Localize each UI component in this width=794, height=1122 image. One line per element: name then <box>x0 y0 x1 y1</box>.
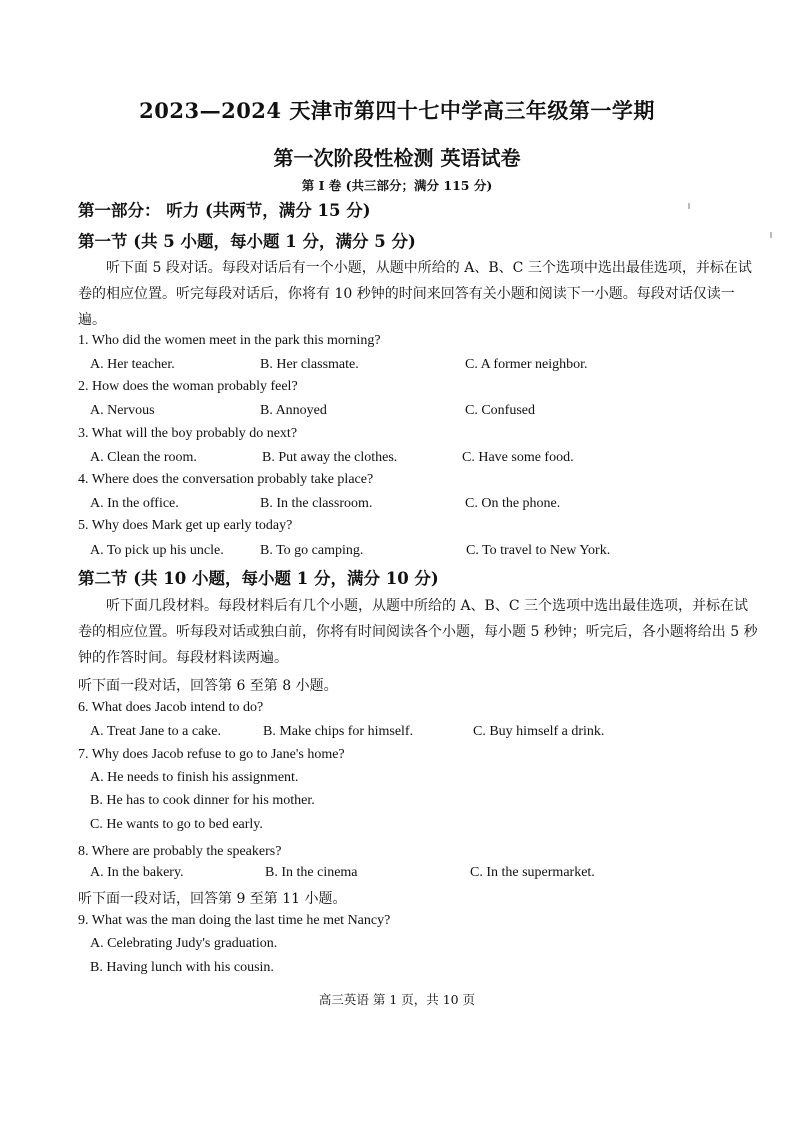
q7-option-b: B. He has to cook dinner for his mother. <box>90 793 315 808</box>
q2-option-b: B. Annoyed <box>260 403 327 418</box>
question-3: 3. What will the boy probably do next? <box>78 426 298 441</box>
q9-option-a: A. Celebrating Judy's graduation. <box>90 936 278 951</box>
exam-subtitle: 第一次阶段性检测 英语试卷 <box>273 146 521 170</box>
group2-note: 听下面一段对话，回答第 9 至第 11 小题。 <box>78 891 347 907</box>
question-4: 4. Where does the conversation probably take place? <box>78 472 374 487</box>
q1-option-b: B. Her classmate. <box>260 357 359 372</box>
scan-speck <box>770 232 772 238</box>
volume-note: 第 I 卷 (共三部分；满分 115 分) <box>301 178 493 193</box>
question-2: 2. How does the woman probably feel? <box>78 379 298 394</box>
q6-option-c: C. Buy himself a drink. <box>473 724 605 739</box>
q7-option-c: C. He wants to go to bed early. <box>90 817 263 832</box>
q9-option-b: B. Having lunch with his cousin. <box>90 960 274 975</box>
q3-option-a: A. Clean the room. <box>90 450 197 465</box>
section1-heading: 第一节 (共 5 小题，每小题 1 分，满分 5 分) <box>78 232 416 251</box>
q5-option-a: A. To pick up his uncle. <box>90 543 224 558</box>
q2-option-a: A. Nervous <box>90 403 155 418</box>
part1-heading: 第一部分： 听力 (共两节，满分 15 分) <box>78 201 371 220</box>
page-footer: 高三英语 第 1 页，共 10 页 <box>318 992 476 1007</box>
question-1: 1. Who did the women meet in the park this morning? <box>78 333 381 348</box>
q8-option-a: A. In the bakery. <box>90 865 184 880</box>
exam-title: 2023—2024 天津市第四十七中学高三年级第一学期 <box>139 98 655 123</box>
question-7: 7. Why does Jacob refuse to go to Jane's home? <box>78 747 345 762</box>
q5-option-c: C. To travel to New York. <box>466 543 611 558</box>
q6-option-b: B. Make chips for himself. <box>263 724 414 739</box>
q5-option-b: B. To go camping. <box>260 543 364 558</box>
group1-note: 听下面一段对话，回答第 6 至第 8 小题。 <box>78 678 338 694</box>
question-9: 9. What was the man doing the last time he met Nancy? <box>78 913 391 928</box>
section2-heading: 第二节 (共 10 小题，每小题 1 分，满分 10 分) <box>78 569 439 588</box>
q4-option-b: B. In the classroom. <box>260 496 373 511</box>
q8-option-b: B. In the cinema <box>265 865 358 880</box>
q2-option-c: C. Confused <box>465 403 535 418</box>
q4-option-a: A. In the office. <box>90 496 179 511</box>
q7-option-a: A. He needs to finish his assignment. <box>90 770 299 785</box>
q8-option-c: C. In the supermarket. <box>470 865 595 880</box>
section1-instructions: 听下面 5 段对话。每段对话后有一个小题，从题中所给的 A、B、C 三个选项中选出最佳选项，并标在试卷的相应位置。听完每段对话后，你将有 10 秒钟的时间来回答有关小题和阅读下一小题。每段对话仅读一遍。 <box>78 260 752 328</box>
q1-option-c: C. A former neighbor. <box>465 357 588 372</box>
q3-option-b: B. Put away the clothes. <box>262 450 398 465</box>
q1-option-a: A. Her teacher. <box>90 357 175 372</box>
question-5: 5. Why does Mark get up early today? <box>78 518 293 533</box>
question-8: 8. Where are probably the speakers? <box>78 844 282 859</box>
q3-option-c: C. Have some food. <box>462 450 574 465</box>
question-6: 6. What does Jacob intend to do? <box>78 700 264 715</box>
section2-instructions: 听下面几段材料。每段材料后有几个小题，从题中所给的 A、B、C 三个选项中选出最佳选项，并标在试卷的相应位置。听每段对话或独白前，你将有时间阅读各个小题，每小题 5 秒钟；听完后，各小题将给出 5 秒钟的作答时间。每段材料读两遍。 <box>78 598 758 666</box>
scan-speck <box>688 203 690 209</box>
q6-option-a: A. Treat Jane to a cake. <box>90 724 222 739</box>
q4-option-c: C. On the phone. <box>465 496 561 511</box>
